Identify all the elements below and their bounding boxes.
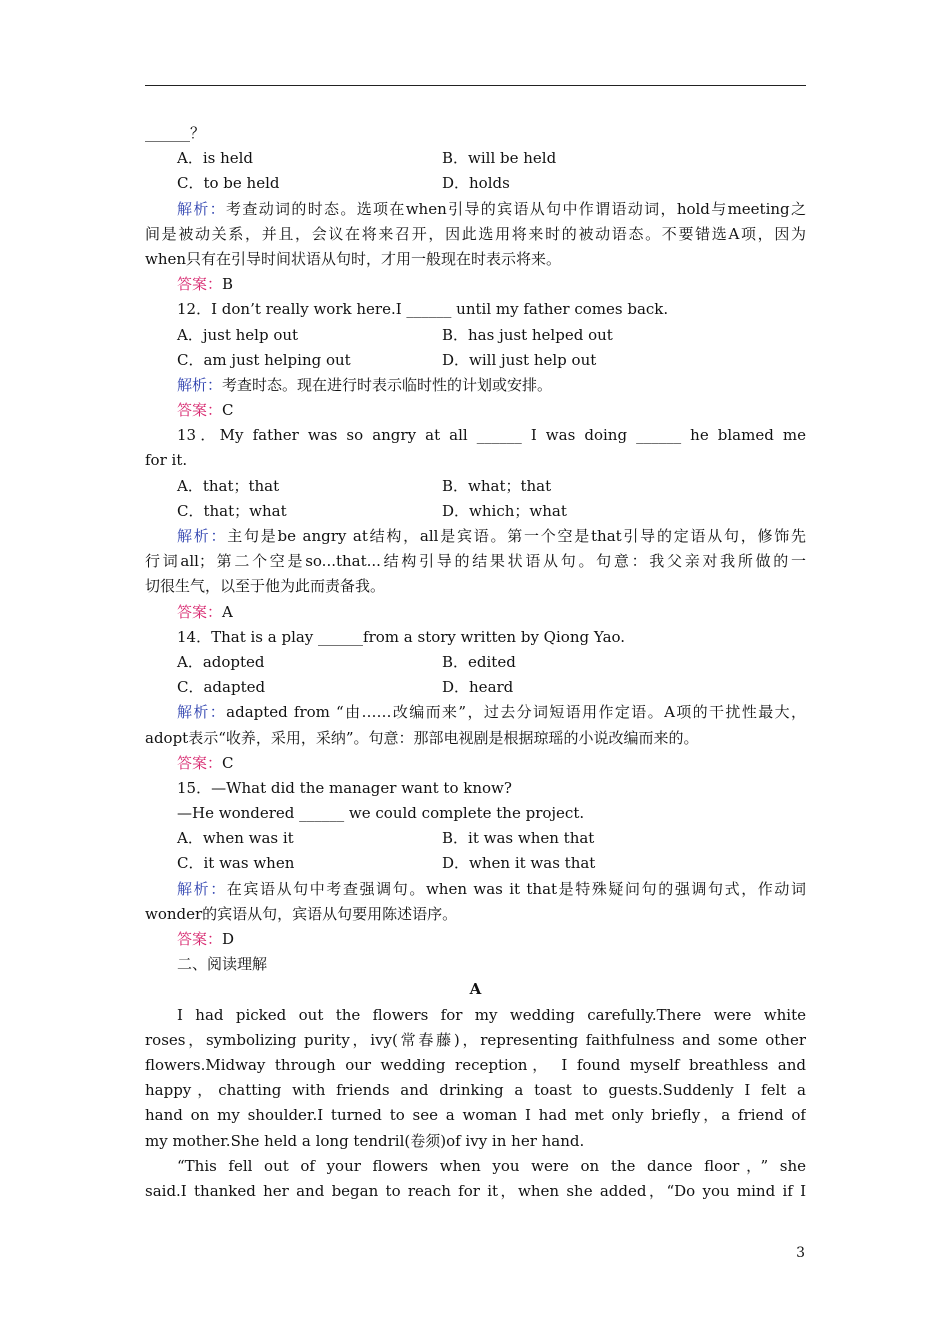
option-b: B．edited	[442, 652, 516, 671]
answer-label: 答案：	[177, 275, 223, 294]
answer-label: 答案：	[177, 602, 223, 621]
analysis-label: 解析：	[177, 199, 227, 218]
option-b: B．will be held	[442, 149, 557, 168]
passage-line: roses，symbolizing purity，ivy(常春藤)，representing faithfulness and some other	[145, 1030, 806, 1049]
option-a: A．that；that	[177, 476, 280, 495]
option-c: C．am just helping out	[177, 350, 351, 369]
option-b: B．it was when that	[442, 829, 595, 848]
section-heading: 二、阅读理解	[177, 955, 268, 974]
option-row	[145, 323, 806, 348]
option-row	[145, 348, 806, 373]
option-a: A．when was it	[177, 829, 294, 848]
analysis-line: wonder的宾语从句，宾语从句要用陈述语序。	[145, 904, 458, 923]
option-a: A．just help out	[177, 325, 299, 344]
passage-line: happy，chatting with friends and drinking a toast to guests.Suddenly I felt a	[145, 1081, 806, 1100]
answer-line	[145, 751, 806, 776]
answer-line	[145, 927, 806, 952]
answer-value: C	[222, 401, 234, 420]
header-rule	[145, 85, 806, 86]
analysis-line: 解析：考查时态。现在进行时表示临时性的计划或安排。	[177, 375, 553, 394]
option-b: B．what；that	[442, 476, 552, 495]
answer-value: C	[222, 753, 234, 772]
passage-line: said.I thanked her and began to reach for it，when she added，“Do you mind if I	[145, 1181, 806, 1200]
answer-label: 答案：	[177, 753, 223, 772]
question-stem: —He wondered ______ we could complete the project.	[177, 804, 585, 823]
passage-title: A	[469, 980, 482, 999]
answer-label: 答案：	[177, 930, 223, 948]
analysis-label: 解析：	[177, 879, 227, 898]
option-a: A．is held	[177, 149, 254, 168]
analysis-line: 切很生气，以至于他为此而责备我。	[145, 577, 386, 596]
option-c: C．to be held	[177, 174, 280, 193]
option-c: C．that；what	[177, 501, 287, 520]
option-c: C．it was when	[177, 854, 295, 873]
option-row	[145, 650, 806, 675]
page-content	[145, 121, 806, 1204]
option-d: D．which；what	[442, 501, 567, 520]
answer-line	[145, 272, 806, 297]
analysis-line: 间是被动关系，并且，会议在将来召开，因此选用将来时的被动语态。不要错选A项，因为	[145, 224, 806, 243]
passage-line: I had picked out the flowers for my wedding carefully.There were white	[177, 1005, 806, 1024]
answer-line	[145, 398, 806, 423]
analysis-line: when只有在引导时间状语从句时，才用一般现在时表示将来。	[145, 249, 562, 268]
question-stem: 14．That is a play ______from a story written by Qiong Yao.	[177, 627, 626, 646]
option-a: A．adopted	[177, 652, 265, 671]
option-row	[145, 675, 806, 700]
option-row	[145, 851, 806, 876]
analysis-line: 解析：考查动词的时态。选项在when引导的宾语从句中作谓语动词，hold与meeting之	[177, 199, 806, 218]
analysis-line: 解析：在宾语从句中考查强调句。when was it that是特殊疑问句的强调句式，作动词	[177, 879, 806, 898]
option-row	[145, 146, 806, 171]
option-row	[145, 499, 806, 524]
option-row	[145, 826, 806, 851]
page-number: 3	[796, 1245, 805, 1261]
answer-value: B	[222, 275, 234, 294]
analysis-label: 解析：	[177, 375, 223, 394]
option-row	[145, 171, 806, 196]
option-b: B．has just helped out	[442, 325, 613, 344]
analysis-label: 解析：	[177, 527, 228, 545]
passage-line: “This fell out of your flowers when you were on the dance floor，” she	[177, 1156, 806, 1175]
analysis-label: 解析：	[177, 703, 227, 722]
passage-line: my mother.She held a long tendril(卷须)of ivy in her hand.	[145, 1131, 585, 1150]
answer-line	[145, 600, 806, 625]
question-stem: 15．—What did the manager want to know?	[177, 778, 512, 797]
passage-line: flowers.Midway through our wedding reception， I found myself breathless and	[145, 1055, 806, 1074]
option-c: C．adapted	[177, 678, 266, 697]
option-d: D．holds	[442, 174, 510, 193]
analysis-line: adopt表示“收养，采用，采纳”。句意：那部电视剧是根据琼瑶的小说改编而来的。	[145, 728, 699, 747]
answer-label: 答案：	[177, 401, 223, 420]
option-row	[145, 474, 806, 499]
option-d: D．when it was that	[442, 854, 596, 873]
question-stem: 12．I don’t really work here.I ______ until my father comes back.	[177, 300, 669, 319]
option-d: D．heard	[442, 678, 514, 697]
analysis-line: 行词all；第二个空是so...that...结构引导的结果状语从句。句意：我父亲对我所做的一	[145, 552, 806, 571]
passage-line: hand on my shoulder.I turned to see a woman I had met only briefly，a friend of	[145, 1106, 806, 1125]
answer-value: D	[222, 930, 235, 948]
analysis-line: 解析：主句是be angry at结构，all是宾语。第一个空是that引导的定语从句，修饰先	[177, 527, 806, 545]
q11-blank: ______？	[145, 124, 206, 142]
answer-value: A	[222, 602, 233, 621]
option-d: D．will just help out	[442, 350, 597, 369]
analysis-line: 解析：adapted from “由……改编而来”，过去分词短语用作定语。A项的干扰性最大，	[177, 703, 806, 722]
question-stem: for it.	[145, 451, 188, 470]
question-stem: 13．My father was so angry at all ______ I was doing ______ he blamed me	[177, 426, 806, 445]
